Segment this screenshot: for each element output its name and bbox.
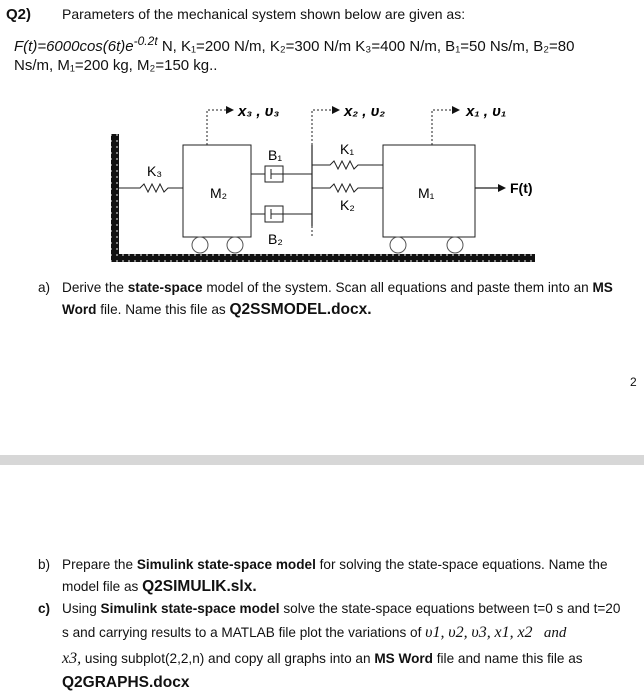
force-exponent: -0.2t xyxy=(133,34,158,48)
wall xyxy=(111,134,119,262)
force-expression: F(t)=6000cos(6t)e xyxy=(14,38,134,55)
label-x1: x₁ , υ₁ xyxy=(466,103,507,120)
damper-b2 xyxy=(251,206,312,222)
part-b: b) Prepare the Simulink state-space model for solving the state-space equations. Name the model file as Q2SIMULIK.slx. xyxy=(38,554,638,602)
spring-k2 xyxy=(312,184,383,192)
wheel xyxy=(192,237,208,253)
spring-k3 xyxy=(119,184,183,192)
part-c-label: c) xyxy=(38,601,51,616)
label-k1: K₁ xyxy=(340,141,355,157)
label-m1: M₁ xyxy=(418,185,435,201)
arrow-x2-head xyxy=(332,106,340,114)
mechanical-system-diagram xyxy=(0,90,644,270)
question-intro: Parameters of the mechanical system shown below are given as: xyxy=(62,6,466,22)
wheel xyxy=(390,237,406,253)
label-b2: B₂ xyxy=(268,231,283,247)
page-number: 2 xyxy=(630,375,637,389)
arrow-x3-head xyxy=(226,106,234,114)
spring-k1 xyxy=(312,161,383,169)
label-k2: K₂ xyxy=(340,197,355,213)
label-force: F(t) xyxy=(510,180,533,196)
filename-simulink: Q2SIMULIK.slx. xyxy=(142,578,257,595)
part-c: c) Using Simulink state-space model solve the state-space equations between t=0 s and t=20 s and carrying results to a MATLAB file plot the variations of υ1, υ2, υ3, x1, x2 and x3, using subplot(2,2,n) and copy all graphs into an MS Word file and name this file as Q2GRAPHS.docx xyxy=(38,598,642,698)
part-b-label: b) xyxy=(38,557,51,572)
damper-b1 xyxy=(251,166,312,182)
label-m2: M₂ xyxy=(210,185,228,201)
params-line2: Ns/m, M₁=200 kg, M₂=150 kg.. xyxy=(14,57,218,74)
question-number: Q2) xyxy=(6,6,32,23)
label-x3: x₃ , υ₃ xyxy=(238,103,280,120)
label-k3: K₃ xyxy=(147,163,163,179)
ground xyxy=(111,254,535,262)
label-b1: B₁ xyxy=(268,147,283,163)
page-break xyxy=(0,455,644,465)
wheel xyxy=(447,237,463,253)
label-x2: x₂ , υ₂ xyxy=(344,103,386,120)
arrow-x1-head xyxy=(452,106,460,114)
given-formula xyxy=(14,30,634,58)
params-line1: N, K₁=200 N/m, K₂=300 N/m K₃=400 N/m, B₁=50 Ns/m, B₂=80 xyxy=(157,38,575,55)
wheel xyxy=(227,237,243,253)
filename-ssmodel: Q2SSMODEL.docx. xyxy=(229,301,372,318)
part-a: a) Derive the state-space model of the system. Scan all equations and paste them into an MS Word file. Name this file as Q2SSMODEL.docx. xyxy=(38,277,638,327)
part-a-label: a) xyxy=(38,280,51,295)
filename-graphs: Q2GRAPHS.docx xyxy=(62,674,190,691)
